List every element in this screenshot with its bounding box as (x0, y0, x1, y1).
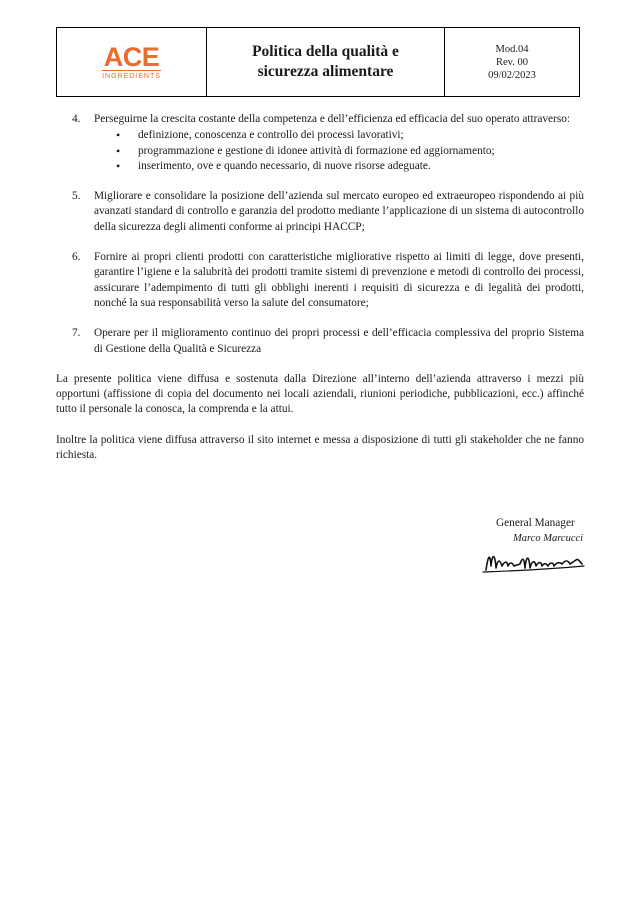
item-number: 7. (72, 327, 81, 340)
item-number: 4. (72, 113, 81, 125)
item-text: Perseguirne la crescita costante della competenza e dell’efficienza ed efficacia del suo operato attraverso: (94, 113, 571, 125)
list-item (56, 112, 584, 174)
paragraph-diffusion: La presente politica viene diffusa e sostenuta dalla Direzione all’interno dell’azienda attraverso i mezzi più opportuni (affissione di copia del documento nei locali aziendali, riunioni periodiche, pubblicazioni, ecc.) affinché tutto il personale la conosca, la comprenda e la attui. (56, 372, 584, 416)
bullet-item: • definizione, conoscenza e controllo dei processi lavorativi; (94, 128, 584, 143)
title-line-1: Politica della qualità e (252, 43, 399, 60)
logo-cell (57, 28, 207, 96)
logo-main-text: ACE (103, 41, 160, 72)
module-number: Mod.04 (495, 43, 529, 55)
item-text: Fornire ai propri clienti prodotti con caratteristiche migliorative rispetto ai limiti di legge, dove presenti, garantire l’igiene e la salubrità dei prodotti tramite sistemi di prevenzione e metodi di controllo dei processi, assicurare l’adempimento di tutti gli obblighi inerenti i requisiti di sicurezza e di legalità dei prodotti, nonché la sua responsabilità verso la salute del consumatore; (94, 251, 584, 309)
item-number: 6. (72, 251, 81, 264)
signer-role: General Manager (496, 517, 575, 529)
bullet-item: • programmazione e gestione di idonee attività di formazione ed aggiornamento; (94, 144, 584, 159)
signature-block (480, 516, 600, 581)
document-meta (445, 28, 579, 96)
logo-sub-text: INGREDIENTS (102, 70, 161, 81)
list-item (56, 250, 584, 311)
handwritten-signature (480, 548, 592, 576)
bullet-item: • inserimento, ove e quando necessario, di nuove risorse adeguate. (94, 159, 584, 174)
document-header (56, 27, 580, 97)
paragraph-website: Inoltre la politica viene diffusa attraverso il sito internet e messa a disposizione di tutti gli stakeholder che ne fanno richiesta. (56, 433, 584, 462)
item-number: 5. (72, 190, 81, 203)
revision-number: Rev. 00 (496, 56, 528, 68)
document-body (56, 112, 584, 478)
bullet-list (94, 128, 584, 174)
item-text: Migliorare e consolidare la posizione dell’azienda sul mercato europeo ed extraeuropeo rispondendo ai più avanzati standard di controllo e garanzia del prodotto mediante l’applicazione di un sistema di autocontrollo della sicurezza degli alimenti conforme ai principi HACCP; (94, 190, 584, 233)
list-item (56, 326, 584, 357)
document-title (207, 28, 445, 96)
title-line-2: sicurezza alimentare (257, 63, 394, 80)
company-logo (102, 41, 161, 81)
document-date: 09/02/2023 (488, 69, 536, 81)
signer-name: Marco Marcucci (513, 533, 584, 544)
list-item (56, 189, 584, 235)
item-text: Operare per il miglioramento continuo dei propri processi e dell’efficacia complessiva del proprio Sistema di Gestione della Qualità e Sicurezza (94, 327, 584, 355)
